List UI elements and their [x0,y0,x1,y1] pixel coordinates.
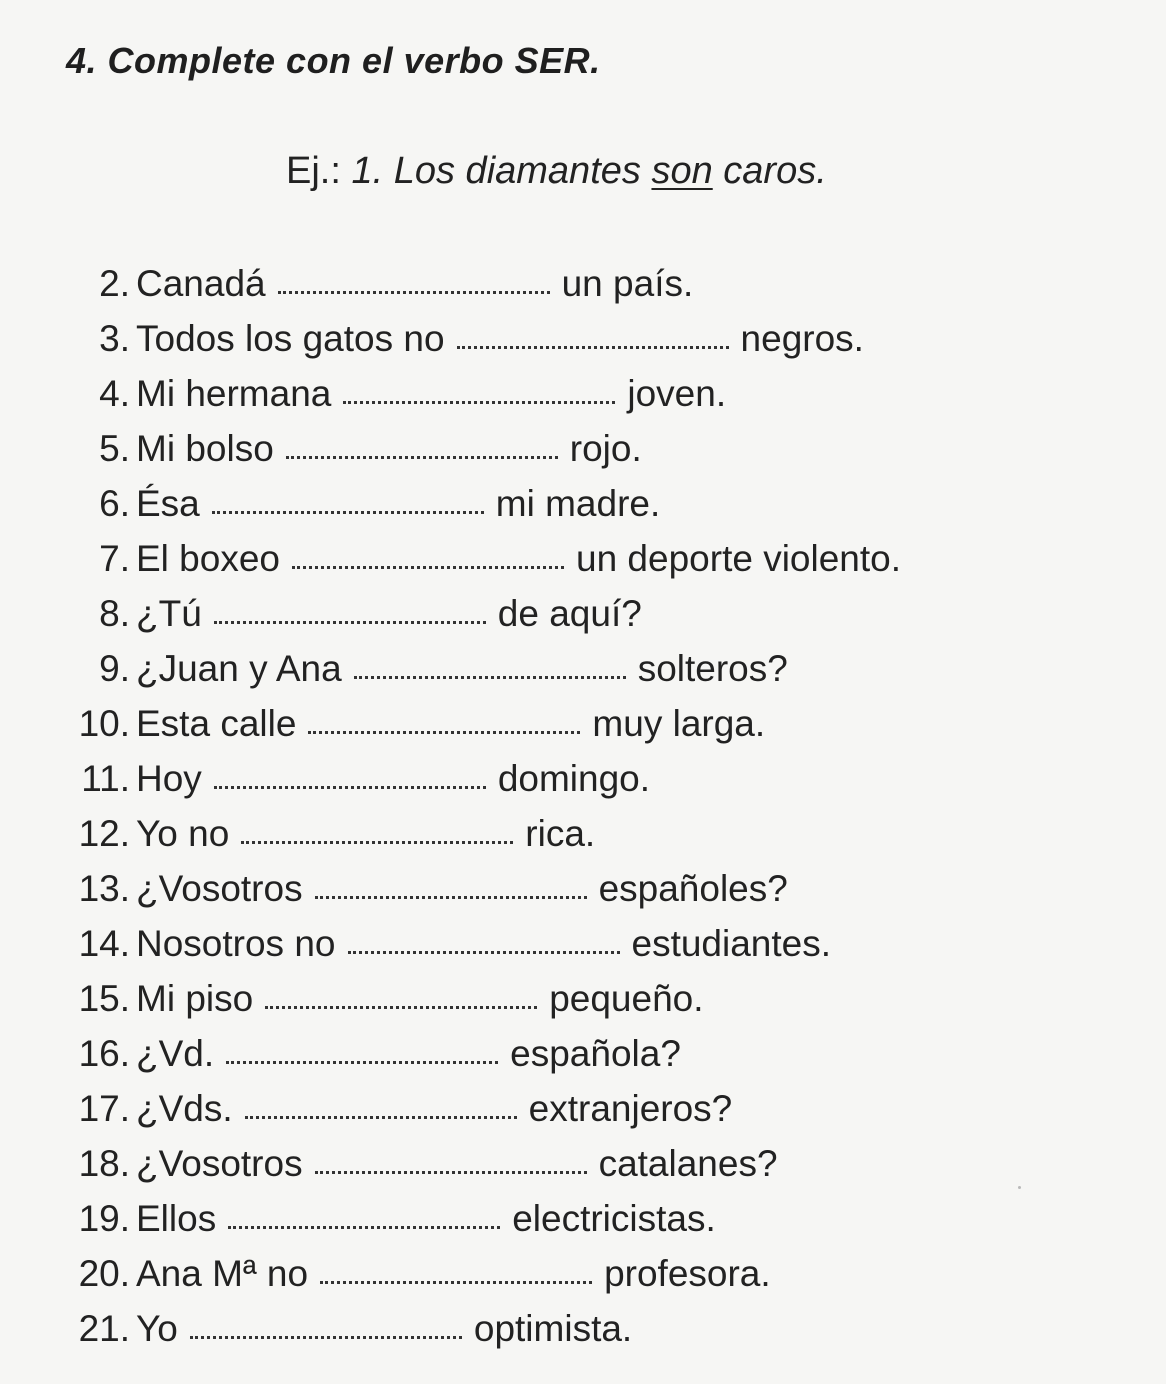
item-sentence [136,531,901,586]
item-number: 7. [99,538,130,579]
item-text-before: Mi piso [136,978,254,1019]
exercise-item [0,586,1166,641]
item-text-after: domingo. [497,758,651,799]
item-text-after: profesora. [604,1253,771,1294]
item-number: 21. [78,1308,130,1349]
item-number: 5. [99,428,130,469]
exercise-item [0,531,1166,586]
exercise-item [0,806,1166,861]
item-text-after: negros. [740,318,864,359]
item-sentence [136,1081,732,1136]
item-text-after: mi madre. [495,483,661,524]
exercise-item [0,476,1166,531]
item-text-after: extranjeros? [528,1088,733,1129]
item-sentence [136,1246,771,1301]
example-number: 1. [351,150,384,192]
answer-blank[interactable] [278,284,550,294]
item-text-after: rica. [525,813,596,854]
item-text-before: Todos los gatos no [136,318,445,359]
item-text-before: Yo [136,1308,178,1349]
item-text-before: ¿Vd. [136,1033,215,1074]
item-text-after: española? [510,1033,681,1074]
item-text-after: un país. [561,263,694,304]
example-line [286,150,827,193]
item-text-before: Mi hermana [136,373,332,414]
item-text-before: Ana Mª no [136,1253,309,1294]
example-text-before: Los diamantes [393,150,641,192]
example-answer: son [651,150,713,192]
answer-blank[interactable] [190,1329,462,1339]
exercise-item [0,696,1166,751]
item-sentence [136,1301,632,1356]
item-sentence [136,311,864,366]
exercise-item [0,971,1166,1026]
item-sentence [136,366,726,421]
example-text-after: caros. [723,150,827,192]
item-text-after: un deporte violento. [576,538,902,579]
exercise-item [0,256,1166,311]
item-sentence [136,421,642,476]
example-prefix: Ej.: [286,150,341,192]
answer-blank[interactable] [286,449,558,459]
item-number: 16. [78,1033,130,1074]
answer-blank[interactable] [228,1219,500,1229]
item-sentence [136,1136,778,1191]
answer-blank[interactable] [292,559,564,569]
item-text-before: Nosotros no [136,923,336,964]
item-sentence [136,971,704,1026]
item-sentence [136,751,650,806]
answer-blank[interactable] [457,339,729,349]
item-number: 19. [78,1198,130,1239]
item-text-after: de aquí? [497,593,642,634]
item-sentence [136,806,595,861]
item-text-before: ¿Vosotros [136,1143,303,1184]
item-number: 8. [99,593,130,634]
item-text-before: ¿Tú [136,593,202,634]
item-text-after: joven. [627,373,727,414]
item-sentence [136,696,765,751]
item-number: 12. [78,813,130,854]
item-text-after: pequeño. [549,978,704,1019]
item-text-after: rojo. [569,428,642,469]
item-number: 20. [78,1253,130,1294]
answer-blank[interactable] [212,504,484,514]
item-text-before: Esta calle [136,703,297,744]
item-text-before: El boxeo [136,538,280,579]
answer-blank[interactable] [348,944,620,954]
exercise-item [0,1301,1166,1356]
item-text-before: ¿Vds. [136,1088,233,1129]
item-number: 9. [99,648,130,689]
item-text-after: españoles? [598,868,788,909]
item-sentence [136,916,831,971]
item-number: 15. [78,978,130,1019]
item-text-before: Canadá [136,263,266,304]
answer-blank[interactable] [214,614,486,624]
exercise-item [0,1246,1166,1301]
item-sentence [136,861,788,916]
exercise-heading: 4. Complete con el verbo SER. [66,40,601,81]
item-text-before: Hoy [136,758,202,799]
exercise-item [0,916,1166,971]
item-text-after: muy larga. [592,703,766,744]
exercise-item [0,1136,1166,1191]
item-text-after: catalanes? [598,1143,778,1184]
scan-speck [1018,1186,1021,1189]
exercise-item [0,1081,1166,1136]
item-number: 2. [99,263,130,304]
answer-blank[interactable] [315,889,587,899]
item-number: 4. [99,373,130,414]
item-text-before: Ésa [136,483,200,524]
item-text-after: optimista. [473,1308,633,1349]
exercise-list [0,256,1166,1356]
answer-blank[interactable] [320,1274,592,1284]
answer-blank[interactable] [214,779,486,789]
item-sentence [136,641,788,696]
answer-blank[interactable] [315,1164,587,1174]
item-number: 6. [99,483,130,524]
exercise-item [0,1191,1166,1246]
item-text-before: Ellos [136,1198,217,1239]
answer-blank[interactable] [343,394,615,404]
item-number: 13. [78,868,130,909]
answer-blank[interactable] [226,1054,498,1064]
item-text-after: estudiantes. [631,923,832,964]
item-text-before: Mi bolso [136,428,274,469]
exercise-item [0,751,1166,806]
item-text-before: Yo no [136,813,230,854]
item-sentence [136,1191,716,1246]
answer-blank[interactable] [241,834,513,844]
exercise-item [0,641,1166,696]
item-number: 10. [78,703,130,744]
item-number: 14. [78,923,130,964]
exercise-item [0,1026,1166,1081]
exercise-item [0,311,1166,366]
answer-blank[interactable] [354,669,626,679]
exercise-item [0,861,1166,916]
item-text-after: electricistas. [512,1198,716,1239]
item-text-after: solteros? [637,648,788,689]
item-sentence [136,256,693,311]
answer-blank[interactable] [308,724,580,734]
item-number: 11. [81,758,130,799]
answer-blank[interactable] [245,1109,517,1119]
exercise-item [0,366,1166,421]
item-sentence [136,1026,681,1081]
exercise-item [0,421,1166,476]
answer-blank[interactable] [265,999,537,1009]
item-sentence [136,586,642,641]
item-text-before: ¿Vosotros [136,868,303,909]
item-text-before: ¿Juan y Ana [136,648,342,689]
item-sentence [136,476,660,531]
item-number: 17. [78,1088,130,1129]
item-number: 18. [78,1143,130,1184]
item-number: 3. [99,318,130,359]
